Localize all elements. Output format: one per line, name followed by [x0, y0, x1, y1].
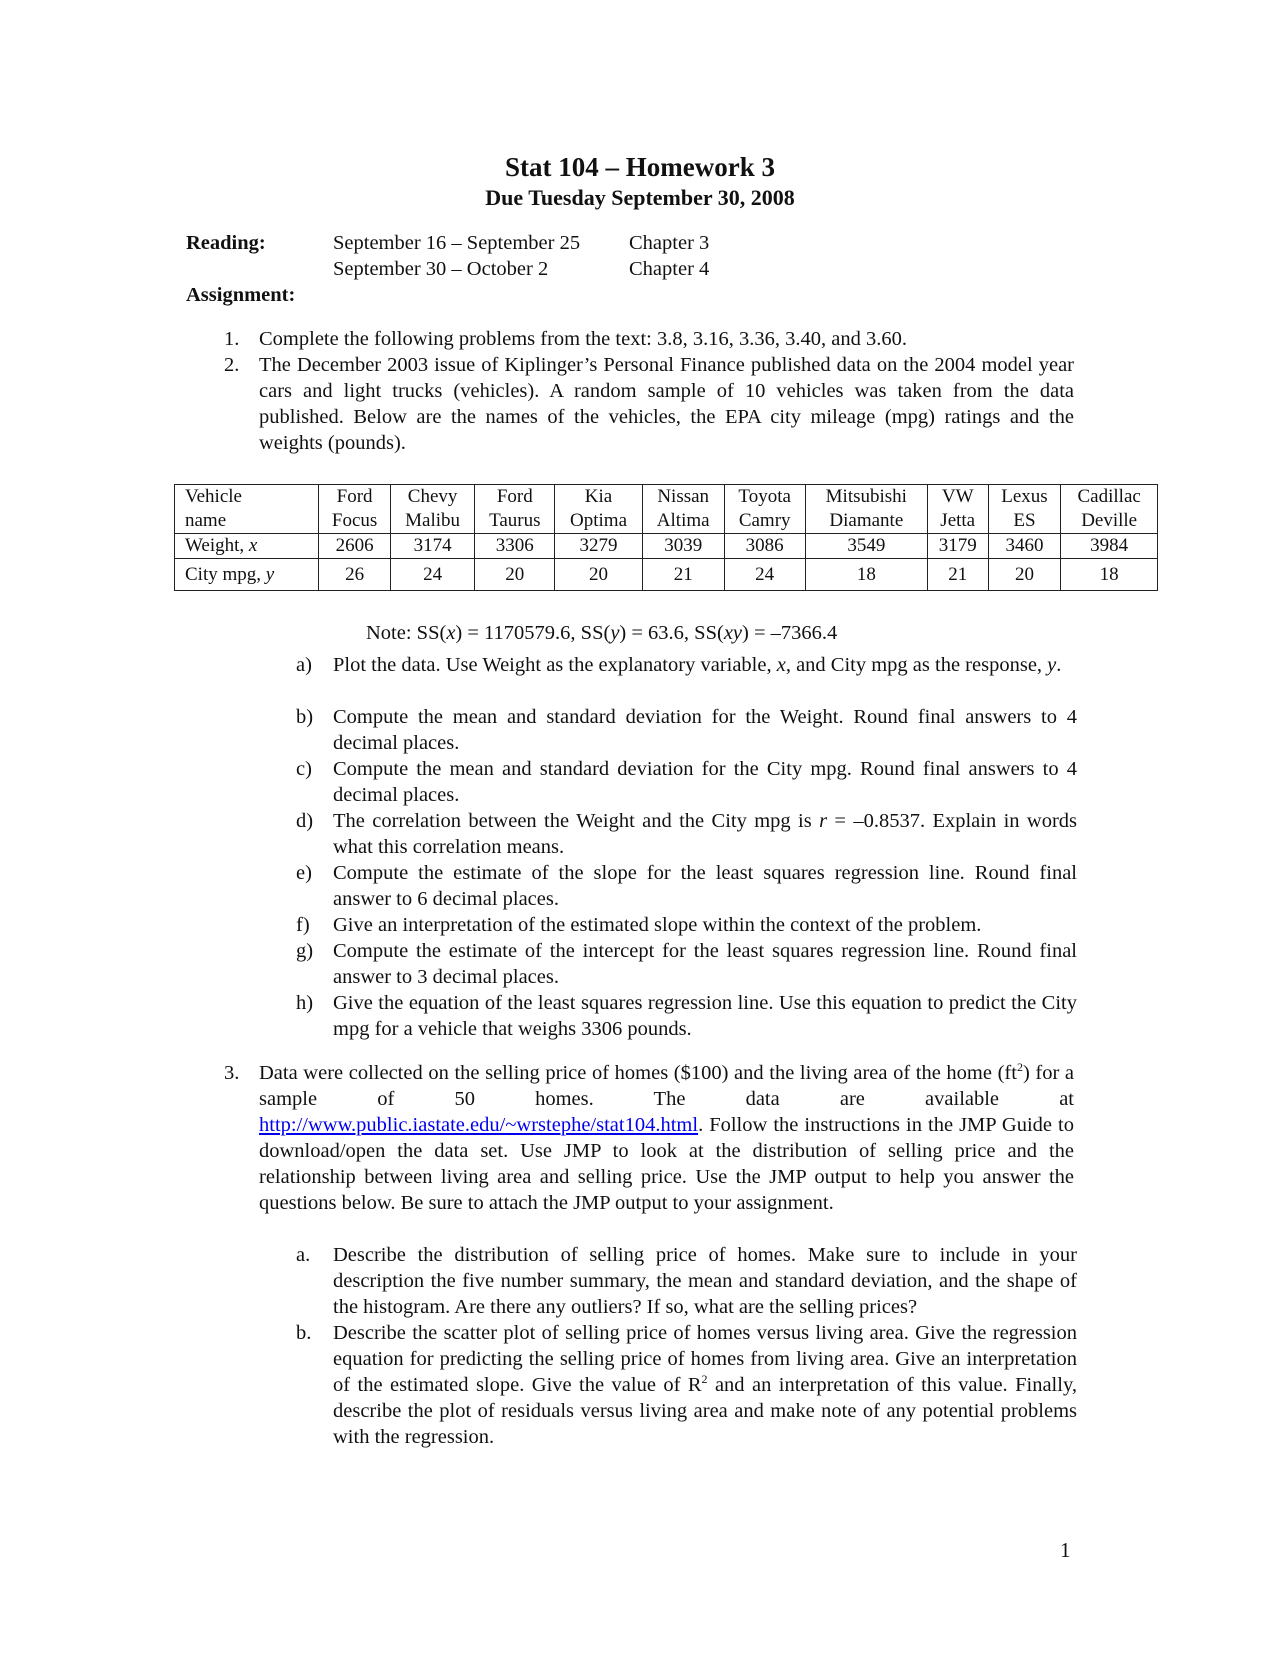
reading-chapter: Chapter 3 [629, 232, 710, 254]
part-var: r [819, 810, 828, 832]
mpg-cell: 18 [805, 559, 927, 591]
vehicle-data-table [174, 484, 1158, 591]
reading-row [333, 256, 709, 282]
part-text: Compute the estimate of the slope for the least squares regression line. Round final answer to 6 decimal places. [333, 862, 1077, 910]
row-header: Vehicle [175, 485, 319, 510]
assignment-label: Assignment: [186, 284, 296, 306]
question-2g [296, 938, 1077, 990]
part-label: h) [296, 992, 314, 1014]
weight-cell: 3039 [642, 534, 724, 559]
part-var: y [1047, 654, 1057, 676]
note-text: ) = 63.6, SS( [619, 622, 724, 644]
note-var: x [446, 622, 456, 644]
vehicle-make: Mitsubishi [805, 485, 927, 510]
question-number: 3. [224, 1062, 240, 1084]
vehicle-make: Lexus [988, 485, 1061, 510]
note-text: Note: SS( [366, 622, 447, 644]
vehicle-make: Ford [475, 485, 555, 510]
question-text-segment: Data were collected on the selling price of homes ($100) and the living area of the home (ft [259, 1062, 1017, 1084]
question-2c [296, 756, 1077, 808]
reading-dates: September 30 – October 2 [333, 258, 549, 280]
question-2f [296, 912, 1077, 938]
row-header [175, 559, 319, 591]
mpg-cell: 21 [927, 559, 988, 591]
vehicle-model: Taurus [475, 509, 555, 534]
question-3b [296, 1320, 1077, 1450]
question-2h [296, 990, 1077, 1042]
mpg-cell: 24 [724, 559, 805, 591]
part-label: a. [296, 1244, 311, 1266]
row-header-text: City mpg, [185, 563, 266, 585]
sums-of-squares-note [366, 620, 837, 646]
part-text-segment: = –0.8537. Explain in words what this correlation means. [333, 810, 1077, 858]
weight-cell: 3549 [805, 534, 927, 559]
table-row-model [175, 509, 1158, 534]
weight-cell: 3460 [988, 534, 1061, 559]
mpg-cell: 26 [319, 559, 390, 591]
due-date: Due Tuesday September 30, 2008 [485, 185, 795, 210]
question-number: 1. [224, 328, 240, 350]
data-url-link[interactable]: http://www.public.iastate.edu/~wrstephe/stat104.html [259, 1114, 699, 1136]
mpg-cell: 18 [1061, 559, 1158, 591]
vehicle-model: ES [988, 509, 1061, 534]
part-var: x [776, 654, 786, 676]
mpg-cell: 20 [475, 559, 555, 591]
part-text: Compute the mean and standard deviation for the Weight. Round final answers to 4 decimal places. [333, 706, 1077, 754]
part-text: Give the equation of the least squares regression line. Use this equation to predict the City mpg for a vehicle that weighs 3306 pounds. [333, 992, 1077, 1040]
weight-cell: 3984 [1061, 534, 1158, 559]
part-label: g) [296, 940, 314, 962]
vehicle-make: Cadillac [1061, 485, 1158, 510]
part-text: Compute the estimate of the intercept for the least squares regression line. Round final answer to 3 decimal places. [333, 940, 1077, 988]
vehicle-make: Chevy [390, 485, 475, 510]
superscript: 2 [701, 1372, 708, 1387]
superscript: 2 [1016, 1060, 1023, 1075]
table-row-make [175, 485, 1158, 510]
reading-label: Reading: [186, 232, 266, 254]
question-text: Complete the following problems from the text: 3.8, 3.16, 3.36, 3.40, and 3.60. [259, 328, 907, 350]
note-var: xy [723, 622, 743, 644]
mpg-cell: 24 [390, 559, 475, 591]
vehicle-model: Malibu [390, 509, 475, 534]
part-label: b) [296, 706, 314, 728]
weight-cell: 3279 [555, 534, 643, 559]
mpg-cell: 21 [642, 559, 724, 591]
question-text-segment: ) for a sample of 50 homes. The data are available at [259, 1062, 1074, 1110]
vehicle-model: Deville [1061, 509, 1158, 534]
part-label: f) [296, 914, 310, 936]
reading-dates: September 16 – September 25 [333, 232, 581, 254]
vehicle-make: Nissan [642, 485, 724, 510]
vehicle-model: Altima [642, 509, 724, 534]
part-text-segment: The correlation between the Weight and the City mpg is [333, 810, 820, 832]
part-label: c) [296, 758, 312, 780]
weight-cell: 2606 [319, 534, 390, 559]
question-3 [224, 1060, 1074, 1216]
question-2d [296, 808, 1077, 860]
note-var: y [610, 622, 620, 644]
question-2e [296, 860, 1077, 912]
weight-cell: 3179 [927, 534, 988, 559]
part-text [333, 652, 1077, 678]
question-2 [224, 352, 1074, 456]
row-header: name [175, 509, 319, 534]
variable-y: y [265, 563, 275, 585]
vehicle-model: Camry [724, 509, 805, 534]
mpg-cell: 20 [988, 559, 1061, 591]
row-header [175, 534, 319, 559]
part-text-segment: Describe the scatter plot of selling price of homes versus living area. Give the regression equation for predicting the selling price of homes from living area. Give an interpretation of the estimated slope. Give the value of R [333, 1322, 1077, 1396]
weight-cell: 3086 [724, 534, 805, 559]
part-text-segment: , and City mpg as the response, [785, 654, 1048, 676]
question-3a [296, 1242, 1077, 1320]
row-header-text: Weight, [185, 535, 249, 556]
question-number: 2. [224, 354, 240, 376]
part-text [333, 1320, 1077, 1450]
note-text: ) = –7366.4 [742, 622, 838, 644]
part-text [333, 808, 1077, 860]
vehicle-make: Ford [319, 485, 390, 510]
table-row-weight [175, 534, 1158, 559]
part-text: Describe the distribution of selling price of homes. Make sure to include in your description the five number summary, the mean and standard deviation, and the shape of the histogram. Are there any outliers? If so, what are the selling prices? [333, 1244, 1077, 1318]
question-1 [224, 326, 1074, 352]
document-title: Stat 104 – Homework 3 [505, 152, 775, 182]
part-label: d) [296, 810, 314, 832]
page-number: 1 [1060, 1538, 1071, 1562]
vehicle-make: Kia [555, 485, 643, 510]
question-2b [296, 704, 1077, 756]
part-text: Compute the mean and standard deviation for the City mpg. Round final answers to 4 decimal places. [333, 758, 1077, 806]
question-text [259, 1060, 1074, 1216]
weight-cell: 3174 [390, 534, 475, 559]
part-text-segment: Plot the data. Use Weight as the explanatory variable, [333, 654, 777, 676]
vehicle-make: Toyota [724, 485, 805, 510]
variable-x: x [248, 535, 258, 556]
table-row-mpg [175, 559, 1158, 591]
part-text-segment: and an interpretation of this value. Finally, describe the plot of residuals versus living area and make note of any potential problems with the regression. [333, 1374, 1077, 1448]
question-text: The December 2003 issue of Kiplinger’s Personal Finance published data on the 2004 model year cars and light trucks (vehicles). A random sample of 10 vehicles was taken from the data published. Below are the names of the vehicles, the EPA city mileage (mpg) ratings and the weights (pounds). [259, 354, 1074, 454]
question-text-segment: . Follow the instructions in the JMP Guide to download/open the data set. Use JMP to look at the distribution of selling price and the relationship between living area and selling price. Use the JMP output to help you answer the questions below. Be sure to attach the JMP output to your assignment. [259, 1114, 1074, 1214]
vehicle-make: VW [927, 485, 988, 510]
weight-cell: 3306 [475, 534, 555, 559]
part-text-segment: . [1056, 654, 1062, 676]
part-text: Give an interpretation of the estimated slope within the context of the problem. [333, 914, 982, 936]
part-label: a) [296, 654, 312, 676]
reading-chapter: Chapter 4 [629, 258, 710, 280]
question-2a [296, 652, 1077, 678]
vehicle-model: Diamante [805, 509, 927, 534]
vehicle-model: Optima [555, 509, 643, 534]
reading-row [333, 230, 709, 256]
part-label: b. [296, 1322, 312, 1344]
vehicle-model: Focus [319, 509, 390, 534]
vehicle-model: Jetta [927, 509, 988, 534]
part-label: e) [296, 862, 312, 884]
note-text: ) = 1170579.6, SS( [455, 622, 611, 644]
mpg-cell: 20 [555, 559, 643, 591]
